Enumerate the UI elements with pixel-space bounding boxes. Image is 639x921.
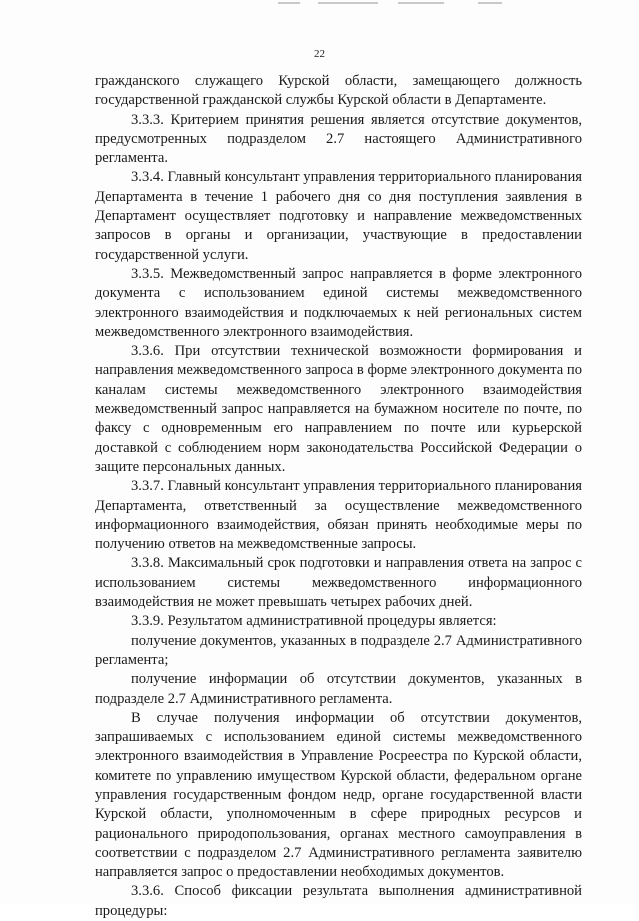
paragraph-3-3-6: 3.3.6. При отсутствии технической возможности формирования и направления межведомственного запроса в форме электронного документа по каналам системы межведомственного электронного взаимодействия межведомственный запрос направляется на бумажном носителе по почте, по факсу с одновременным его направлением по почте или курьерской доставкой с соблюдением норм законодательства Российской Федерации о защите персональных данных.: [95, 343, 582, 475]
paragraph-continuation: гражданского служащего Курской области, замещающего должность государственной гражданской службы Курской области в Департаменте.: [95, 73, 582, 109]
paragraph-3-3-7: 3.3.7. Главный консультант управления территориального планирования Департамента, ответственный за осуществление межведомственного информационного взаимодействия, обязан принять необходимые меры по получению ответов на межведомственные запросы.: [95, 478, 582, 553]
paragraph-3-3-3: 3.3.3. Критерием принятия решения является отсутствие документов, предусмотренных подразделом 2.7 настоящего Административного регламента.: [95, 111, 582, 167]
list-item-documents: получение документов, указанных в подразделе 2.7 Административного регламента;: [95, 632, 582, 668]
scan-edge-mark: [478, 2, 502, 4]
paragraph-3-3-8: 3.3.8. Максимальный срок подготовки и направления ответа на запрос с использованием системы межведомственного информационного взаимодействия не может превышать четырех рабочих дней.: [95, 555, 582, 611]
page-number: 22: [314, 48, 325, 60]
paragraph-3-3-9: 3.3.9. Результатом административной процедуры является:: [131, 613, 497, 630]
scan-edge-mark: [278, 2, 300, 4]
scan-edge-mark: [398, 2, 444, 4]
paragraph-3-3-5: 3.3.5. Межведомственный запрос направляется в форме электронного документа с использованием единой системы межведомственного электронного взаимодействия и подключаемых к ней региональных систем межведомственного электронного взаимодействия.: [95, 265, 582, 340]
document-body: [95, 72, 582, 921]
paragraph-3-3-4: 3.3.4. Главный консультант управления территориального планирования Департамента в течение 1 рабочего дня со дня поступления заявления в Департамент осуществляет подготовку и направление межведомственных запросов в органы и организации, участвующие в предоставлении государственной услуги.: [95, 169, 582, 263]
paragraph-3-3-6-fixation: 3.3.6. Способ фиксации результата выполнения административной процедуры:: [95, 883, 582, 919]
scan-edge-mark: [318, 2, 378, 4]
paragraph-absence-case: В случае получения информации об отсутствии документов, запрашиваемых с использованием единой системы межведомственного электронного взаимодействия в Управление Росреестра по Курской области, комитете по управлению имуществом Курской области, федеральном органе управления государственным фондом недр, органе государственной власти Курской области, уполномоченным в сфере природных ресурсов и рационального природопользования, органах местного самоуправления в соответствии с подразделом 2.7 Административного регламента заявителю направляется запрос о предоставлении необходимых документов.: [95, 709, 582, 881]
list-item-absence-info: получение информации об отсутствии документов, указанных в подразделе 2.7 Административного регламента.: [95, 671, 582, 707]
